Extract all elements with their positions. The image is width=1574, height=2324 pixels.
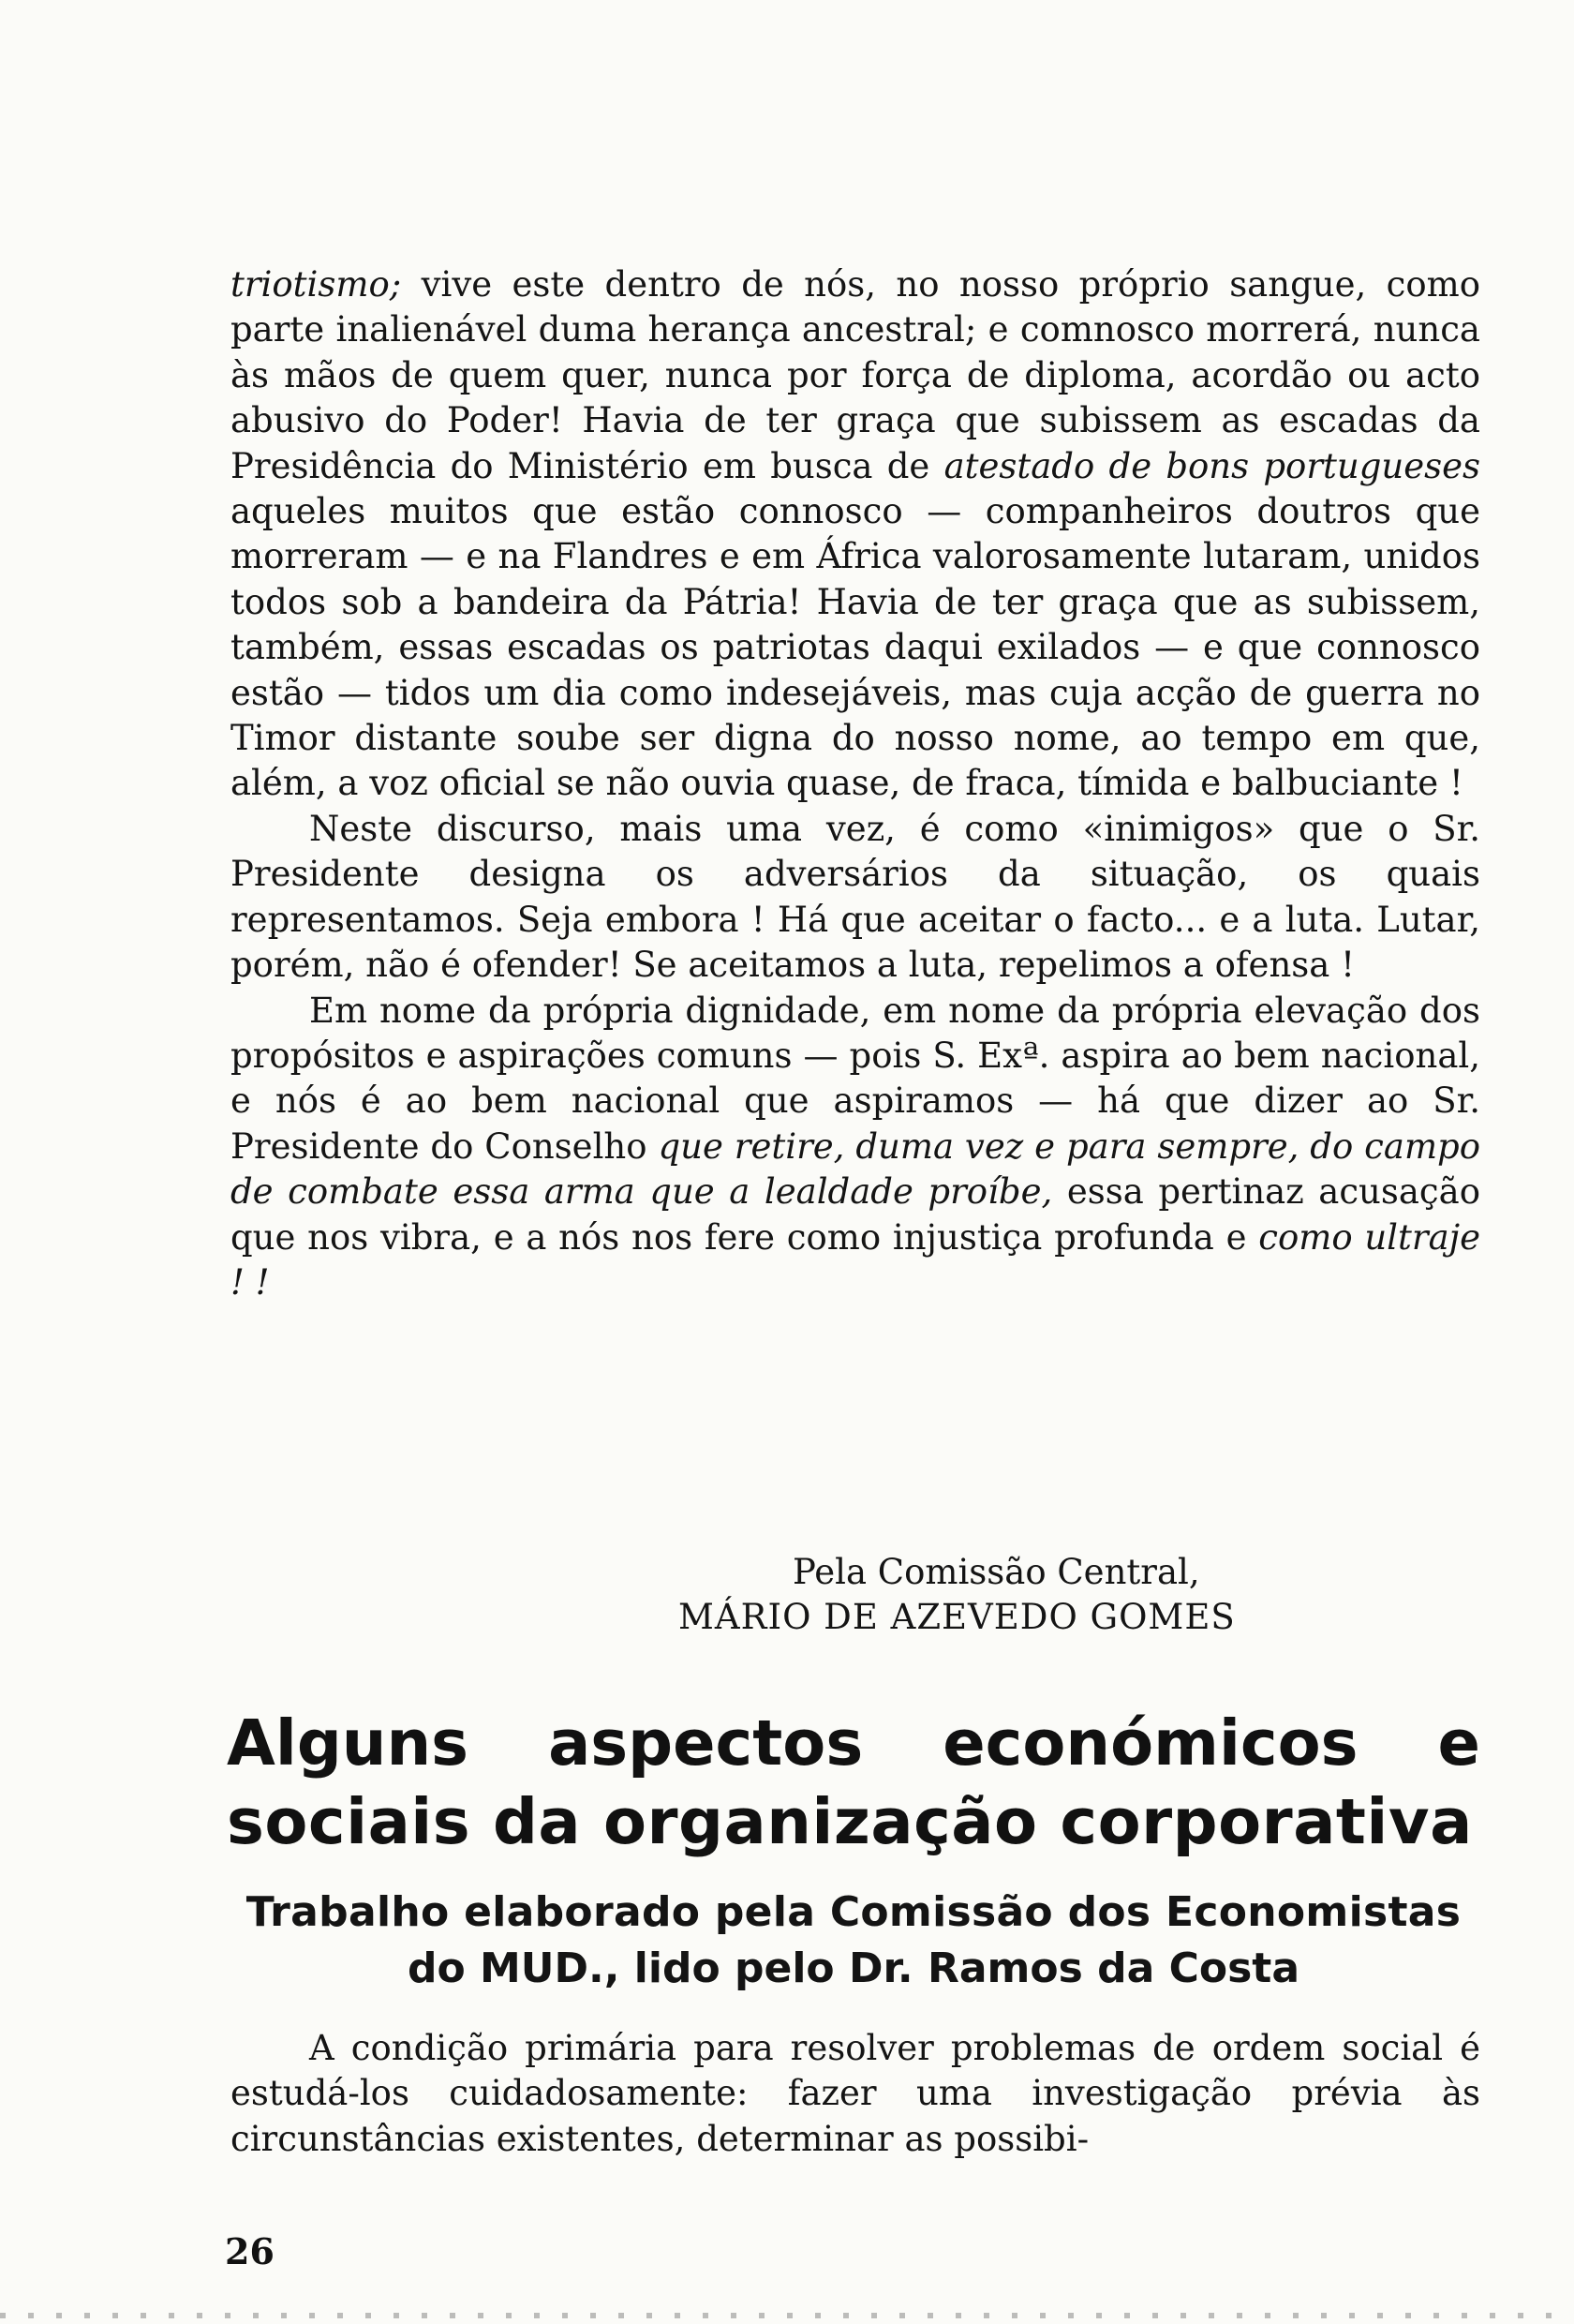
headline-word: económicos [943, 1706, 1359, 1780]
article-paragraph: A condição primária para resolver problemas de ordem social é estudá-los cuidadosamente: fazer uma investigação prévia às circunstâncias existentes, determinar as possibi- [230, 2028, 1480, 2159]
signature-name: MÁRIO DE AZEVEDO GOMES [678, 1597, 1236, 1637]
article-subtitle-line-1: Trabalho elaborado pela Comissão dos Economistas [245, 1888, 1462, 1936]
article-headline-line-2: sociais da organização corporativa [227, 1785, 1473, 1858]
article-headline-line-1 [227, 1706, 1480, 1780]
headline-word: aspectos [548, 1706, 864, 1780]
scan-noise-divider [0, 2313, 1574, 2318]
text-segment: que retire, duma vez e para sempre, do campo de combate essa arma que a lealdade proíbe, [230, 1125, 1480, 1213]
letter-paragraph-3 [230, 989, 1480, 1306]
text-segment: triotismo; [230, 264, 402, 305]
headline-word: Alguns [227, 1706, 469, 1780]
text-segment: como ultraje ! ! [230, 1216, 1480, 1303]
text-segment: atestado de bons portugueses [943, 445, 1480, 486]
letter-paragraph-1 [230, 262, 1480, 807]
letter-paragraph-2 [230, 807, 1480, 989]
letter-text [230, 262, 1480, 1305]
text-segment: aqueles muitos que estão connosco — companheiros doutros que morreram — e na Flandres e em África valorosamente lutaram, unidos todos sob a bandeira da Pátria! Havia de ter graça que as subissem, também, essas escadas os patriotas daqui exilados — e que connosco estão — tidos um dia como indesejáveis, mas cuja acção de guerra no Timor distante soube ser digna do nosso nome, ao tempo em que, além, a voz oficial se não ouvia quase, de fraca, tímida e balbuciante ! [230, 491, 1480, 804]
text-segment: vive este dentro de nós, no nosso próprio sangue, como parte inalienável duma herança ancestral; e comnosco morrerá, nunca às mãos de quem quer, nunca por força de diploma, acordão ou acto abusivo do Poder! Havia de ter graça que subissem as escadas da Presidência do Ministério em busca de [230, 264, 1480, 486]
text-segment: essa pertinaz acusação que nos vibra, e a nós nos fere como injustiça profunda e [230, 1171, 1480, 1258]
page-number: 26 [225, 2230, 275, 2272]
text-segment: Neste discurso, mais uma vez, é como «inimigos» que o Sr. Presidente designa os adversários da situação, os quais representamos. Seja embora ! Há que aceitar o facto... e a luta. Lutar, porém, não é ofender! Se aceitamos a luta, repelimos a ofensa ! [230, 808, 1480, 986]
article-body [230, 2026, 1480, 2162]
headline-word: e [1437, 1706, 1480, 1780]
signature-affiliation: Pela Comissão Central, [793, 1552, 1200, 1592]
article-subtitle-line-2: do MUD., lido pelo Dr. Ramos da Costa [407, 1944, 1300, 1992]
text-segment: Em nome da própria dignidade, em nome da própria elevação dos propósitos e aspirações comuns — pois S. Exª. aspira ao bem nacional, e nós é ao bem nacional que aspiramos — há que dizer ao Sr. Presidente do Conselho [230, 990, 1480, 1167]
